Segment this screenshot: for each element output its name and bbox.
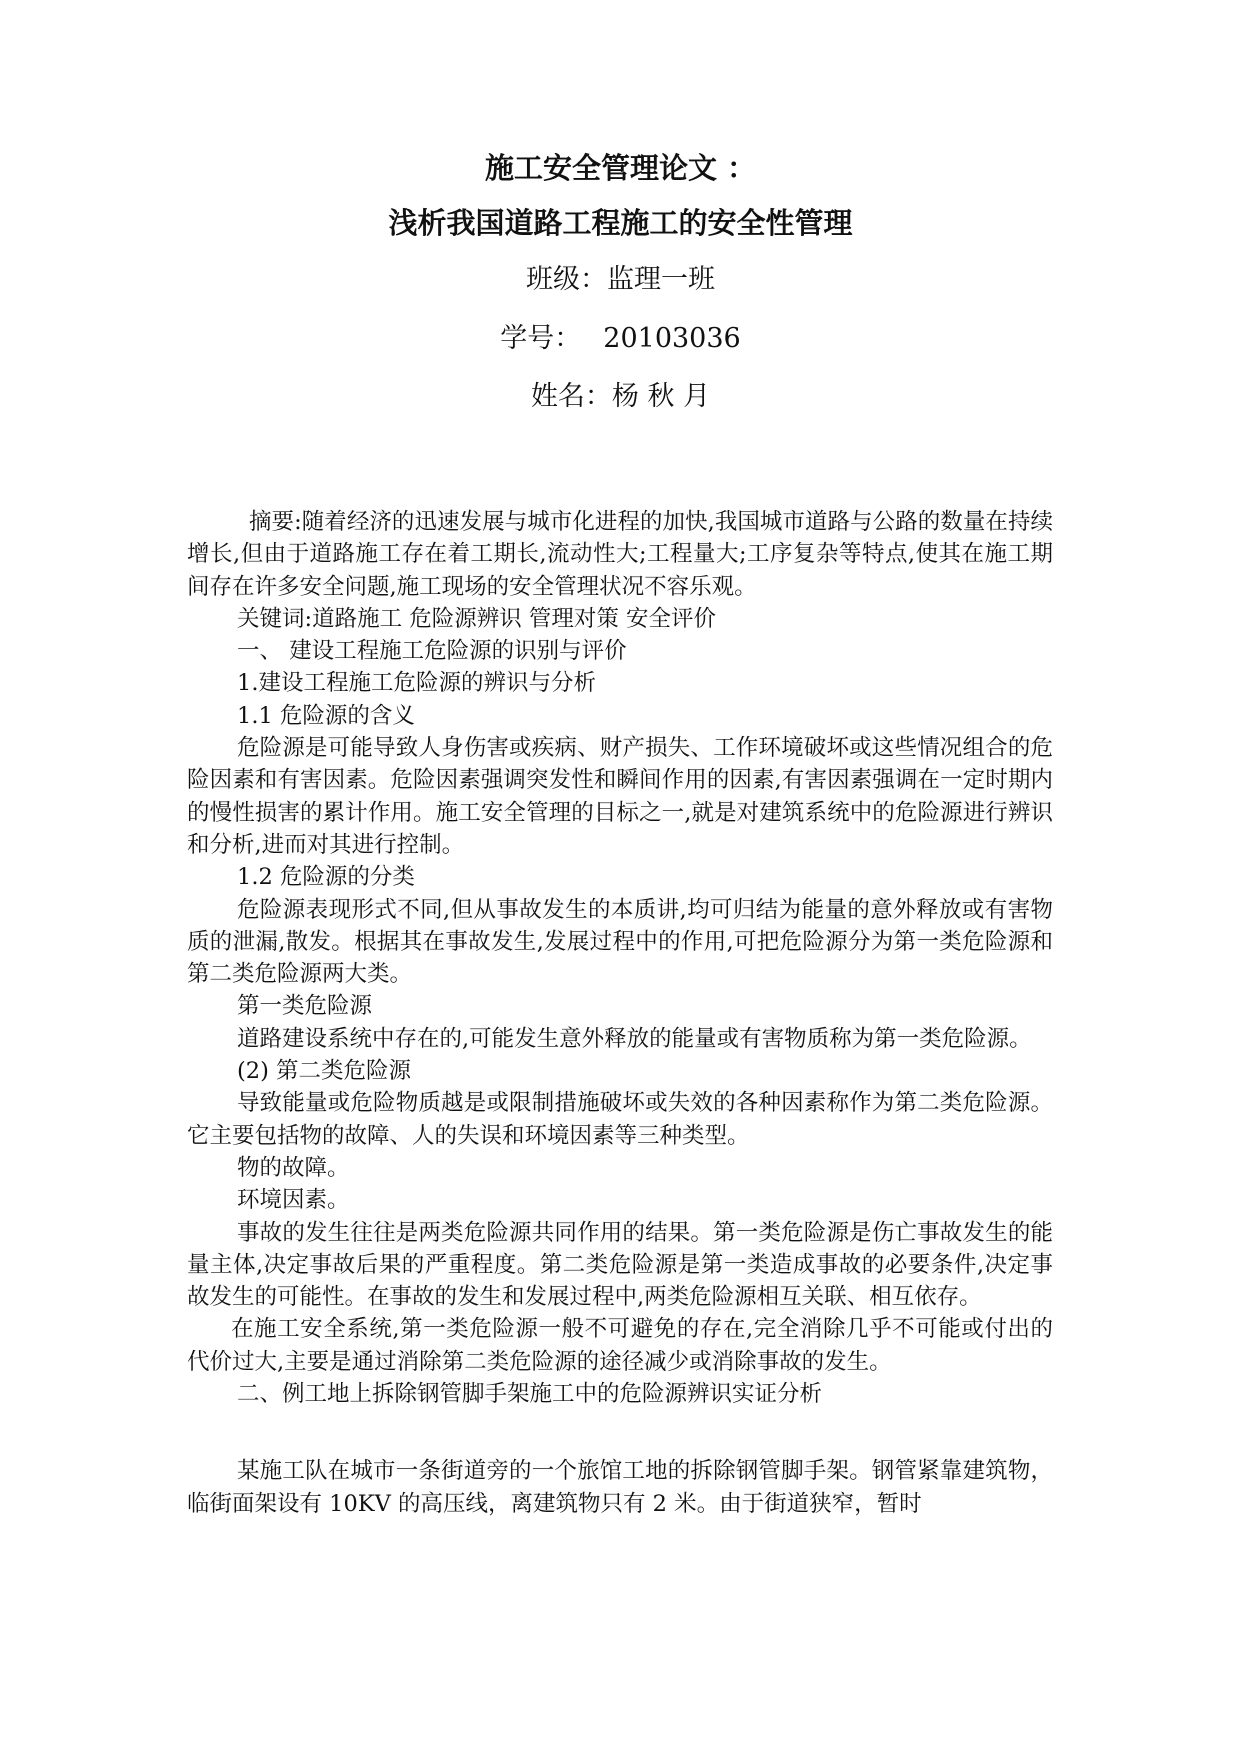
class-value: 监理一班 <box>607 264 715 295</box>
class-label: 班级： <box>526 264 607 295</box>
body-paragraph: 在施工安全系统,第一类危险源一般不可避免的存在,完全消除几乎不可能或付出的代价过大,主要是通过消除第二类危险源的途径减少或消除事故的发生。 <box>187 1316 1053 1375</box>
student-id-value: 20103036 <box>603 323 741 354</box>
subsection-heading: 1.建设工程施工危险源的辨识与分析 <box>237 670 596 697</box>
student-id-label: 学号： <box>500 323 582 354</box>
body-paragraph: 事故的发生往往是两类危险源共同作用的结果。第一类危险源是伤亡事故发生的能量主体,决定事故后果的严重程度。第二类危险源是第一类造成事故的必要条件,决定事故发生的可能性。在事故的发生和发展过程中,两类危险源相互关联、相互依存。 <box>187 1219 1053 1311</box>
subsection-heading: (2) 第二类危险源 <box>237 1058 412 1085</box>
body-paragraph: 危险源表现形式不同,但从事故发生的本质讲,均可归结为能量的意外释放或有害物质的泄漏,散发。根据其在事故发生,发展过程中的作用,可把危险源分为第一类危险源和第二类危险源两大类。 <box>187 896 1053 988</box>
subsection-heading: 1.2 危险源的分类 <box>237 864 415 891</box>
keywords-line: 关键词:道路施工 危险源辨识 管理对策 安全评价 <box>237 605 717 632</box>
paper-title: 施工安全管理论文 ： <box>484 151 757 185</box>
list-item: 物的故障。 <box>237 1154 350 1181</box>
section-heading: 二、例工地上拆除钢管脚手架施工中的危险源辨识实证分析 <box>237 1381 823 1408</box>
name-line <box>0 377 1241 417</box>
body-text <box>187 506 1053 1520</box>
subsection-heading: 第一类危险源 <box>237 993 373 1020</box>
name-label: 姓名： <box>530 381 612 412</box>
body-paragraph: 某施工队在城市一条街道旁的一个旅馆工地的拆除钢管脚手架。钢管紧靠建筑物，临街面架设有 10KV 的高压线，离建筑物只有 2 米。由于街道狭窄，暂时 <box>187 1458 1053 1517</box>
paper-subtitle: 浅析我国道路工程施工的安全性管理 <box>388 206 853 240</box>
class-line <box>0 260 1241 300</box>
name-value: 杨 秋 月 <box>611 381 711 412</box>
body-paragraph: 危险源是可能导致人身伤害或疾病、财产损失、工作环境破坏或这些情况组合的危险因素和有害因素。危险因素强调突发性和瞬间作用的因素,有害因素强调在一定时期内的慢性损害的累计作用。施工安全管理的目标之一,就是对建筑系统中的危险源进行辨识和分析,进而对其进行控制。 <box>187 735 1053 858</box>
section-heading: 一、 建设工程施工危险源的识别与评价 <box>237 638 627 665</box>
subsection-heading: 1.1 危险源的含义 <box>237 702 415 729</box>
abstract-paragraph: 摘要:随着经济的迅速发展与城市化进程的加快,我国城市道路与公路的数量在持续增长,但由于道路施工存在着工期长,流动性大;工程量大;工序复杂等特点,使其在施工期间存在许多安全问题,施工现场的安全管理状况不容乐观。 <box>187 509 1053 600</box>
body-paragraph: 道路建设系统中存在的,可能发生意外释放的能量或有害物质称为第一类危险源。 <box>237 1025 1032 1052</box>
list-item: 环境因素。 <box>237 1187 350 1214</box>
body-paragraph: 导致能量或危险物质越是或限制措施破坏或失效的各种因素称作为第二类危险源。它主要包括物的故障、人的失误和环境因素等三种类型。 <box>187 1090 1053 1149</box>
student-id-line <box>0 319 1241 359</box>
